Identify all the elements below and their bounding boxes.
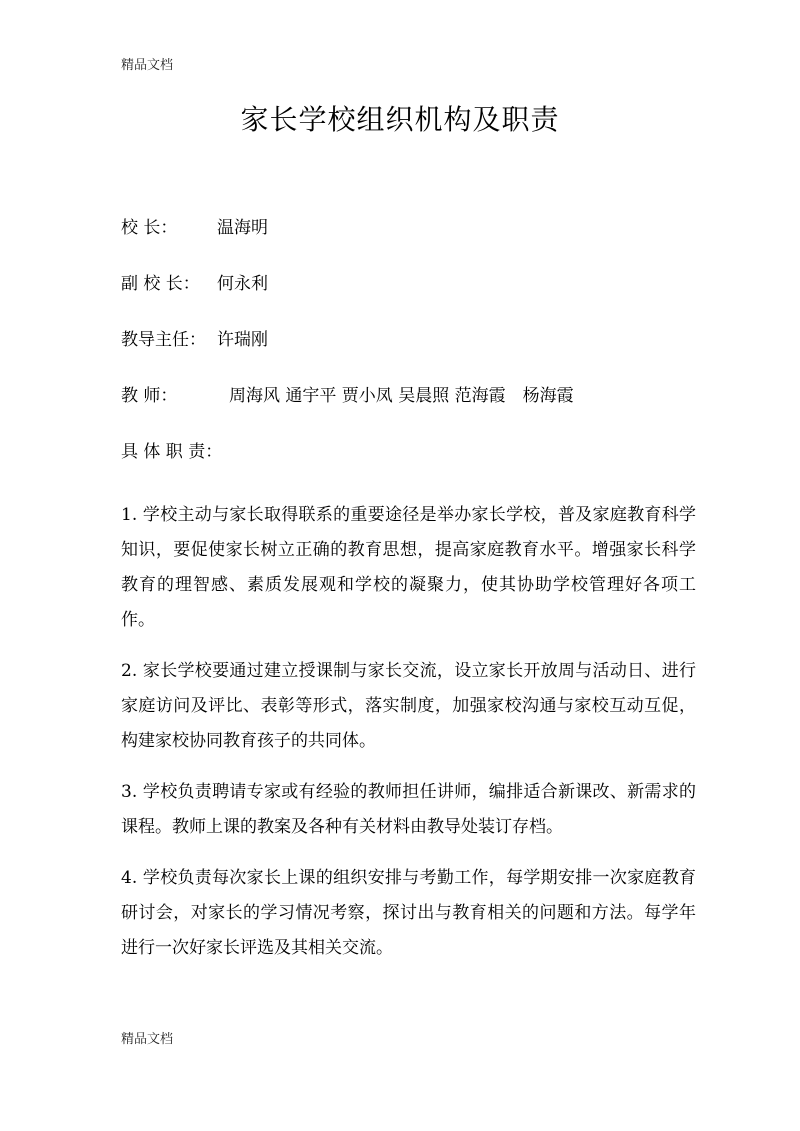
- director-name: 许瑞刚: [217, 330, 268, 350]
- page-footer: 精品文档: [121, 1032, 174, 1047]
- duty-paragraph-2: 2. 家长学校要通过建立授课制与家长交流，设立家长开放周与活动日、进行家庭访问及评比、表彰等形式，落实制度，加强家校沟通与家校互动互促，构建家校协同教育孩子的共同体。: [121, 661, 696, 751]
- teachers-line: [121, 381, 696, 437]
- duties-heading: 具 体 职 责：: [121, 442, 223, 462]
- duty-paragraph-4: 4. 学校负责每次家长上课的组织安排与考勤工作，每学期安排一次家庭教育研讨会，对家长的学习情况考察，探讨出与教育相关的问题和方法。每学年进行一次好家长评选及其相关交流。: [121, 868, 696, 958]
- principal-name: 温海明: [217, 218, 268, 238]
- vice-principal-name: 何永利: [217, 274, 268, 294]
- teachers-label: 教 师：: [121, 386, 178, 406]
- principal-line: [121, 213, 696, 269]
- duty-paragraph-3: 3. 学校负责聘请专家或有经验的教师担任讲师，编排适合新课改、新需求的课程。教师上课的教案及各种有关材料由教导处装订存档。: [121, 782, 696, 837]
- document-body: [121, 213, 696, 982]
- director-label: 教导主任：: [121, 330, 206, 350]
- teachers-names: 周海风 通宇平 贾小凤 吴晨照 范海霞 杨海霞: [229, 386, 574, 406]
- page-header: 精品文档: [121, 58, 174, 73]
- director-line: [121, 325, 696, 381]
- vice-principal-line: [121, 269, 696, 325]
- document-title: 家长学校组织机构及职责: [240, 103, 560, 136]
- principal-label: 校 长：: [121, 218, 178, 238]
- vice-principal-label: 副 校 长：: [121, 274, 200, 294]
- duty-paragraph-1: 1. 学校主动与家长取得联系的重要途径是举办家长学校，普及家庭教育科学知识，要促使家长树立正确的教育思想，提高家庭教育水平。增强家长科学教育的理智感、素质发展观和学校的凝聚力，使其协助学校管理好各项工作。: [121, 505, 696, 630]
